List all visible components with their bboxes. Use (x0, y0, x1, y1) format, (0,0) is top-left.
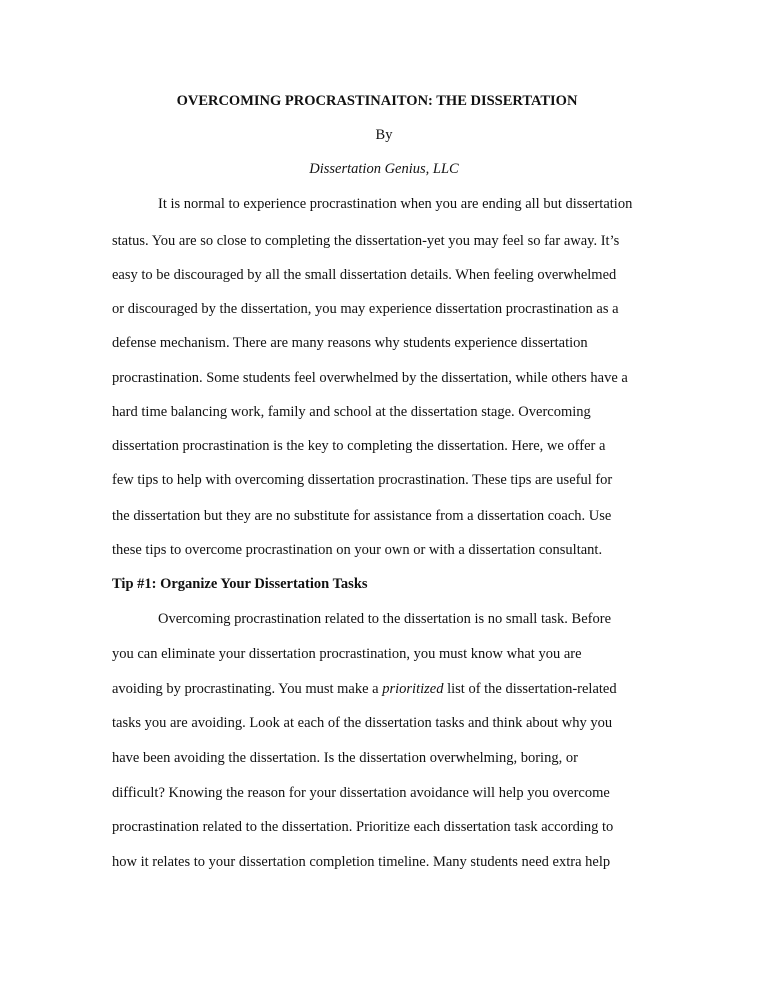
paragraph-2-line-with-emphasis (112, 680, 617, 698)
paragraph-2-line: how it relates to your dissertation completion timeline. Many students need extra help (112, 854, 611, 870)
paragraph-2-line: procrastination related to the dissertation. Prioritize each dissertation task according to (112, 819, 614, 835)
paragraph-1-line: defense mechanism. There are many reasons why students experience dissertation (112, 335, 588, 351)
tip-1-heading: Tip #1: Organize Your Dissertation Tasks (112, 576, 368, 592)
paragraph-1-line: easy to be discouraged by all the small dissertation details. When feeling overwhelmed (112, 267, 617, 283)
text-segment: list of the dissertation-related (443, 681, 617, 697)
paragraph-1-line: hard time balancing work, family and school at the dissertation stage. Overcoming (112, 404, 591, 420)
paragraph-1-line: the dissertation but they are no substitute for assistance from a dissertation coach. Use (112, 508, 612, 524)
paragraph-2-line: have been avoiding the dissertation. Is the dissertation overwhelming, boring, or (112, 750, 578, 766)
document-title: OVERCOMING PROCRASTINAITON: THE DISSERTATION (176, 93, 578, 109)
paragraph-1-line: status. You are so close to completing the dissertation-yet you may feel so far away. It’s (112, 233, 620, 249)
paragraph-2-line: you can eliminate your dissertation procrastination, you must know what you are (112, 646, 582, 662)
text-segment: avoiding by procrastinating. You must make a (112, 681, 383, 697)
paragraph-1-line: few tips to help with overcoming dissertation procrastination. These tips are useful for (112, 472, 613, 488)
paragraph-1-line: It is normal to experience procrastination when you are ending all but dissertation (158, 196, 633, 212)
author-name: Dissertation Genius, LLC (309, 161, 459, 177)
paragraph-2-line: tasks you are avoiding. Look at each of the dissertation tasks and think about why you (112, 715, 613, 731)
emphasized-word: prioritized (382, 681, 444, 697)
byline: By (375, 127, 393, 143)
paragraph-1-line: or discouraged by the dissertation, you may experience dissertation procrastination as a (112, 301, 619, 317)
paragraph-1-line: dissertation procrastination is the key to completing the dissertation. Here, we offer a (112, 438, 606, 454)
paragraph-2-line: Overcoming procrastination related to the dissertation is no small task. Before (158, 611, 612, 627)
paragraph-1-line: procrastination. Some students feel overwhelmed by the dissertation, while others have a (112, 370, 628, 386)
paragraph-2-line: difficult? Knowing the reason for your dissertation avoidance will help you overcome (112, 785, 610, 801)
paragraph-1-line: these tips to overcome procrastination on your own or with a dissertation consultant. (112, 542, 603, 558)
